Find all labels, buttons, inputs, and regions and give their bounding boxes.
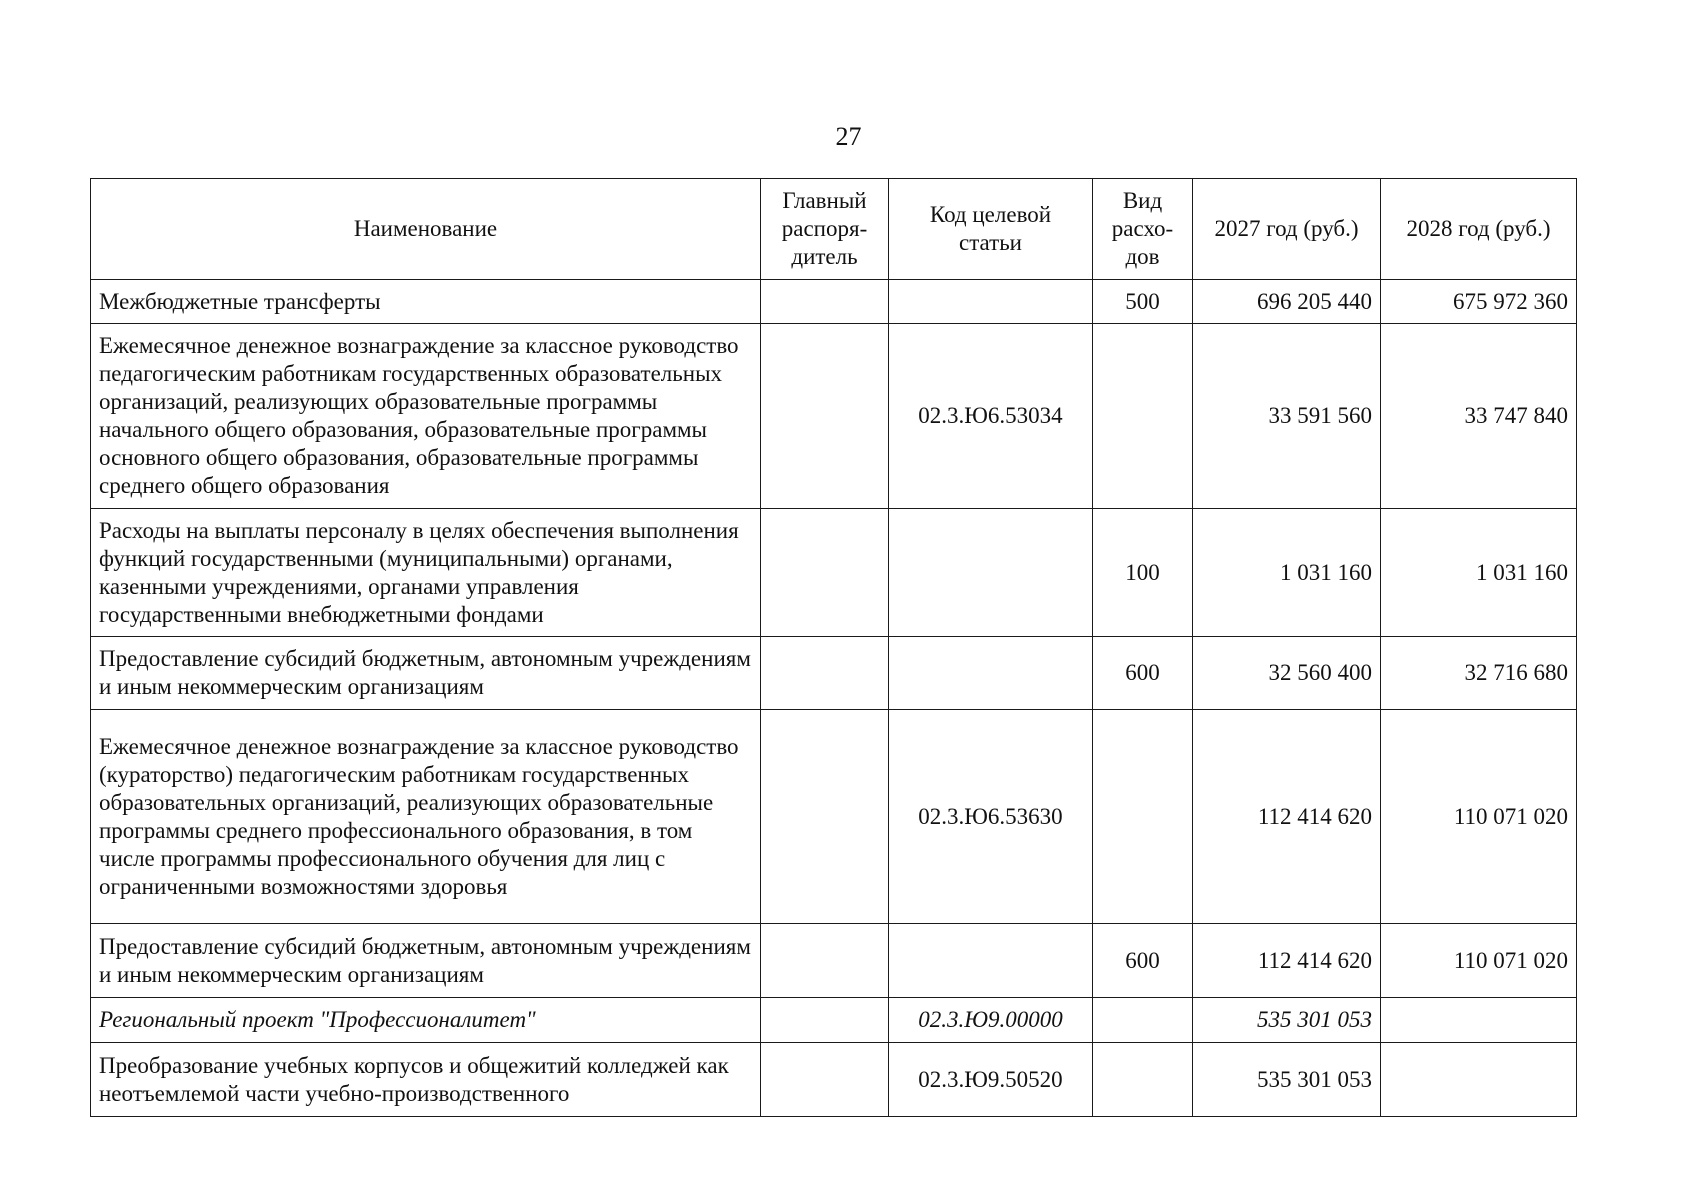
table-header-row [91,179,1577,280]
row-expense-type [1093,1043,1193,1117]
table-row [91,710,1577,924]
row-administrator [761,998,889,1043]
budget-table [90,178,1577,1117]
row-amount-2028: 33 747 840 [1381,324,1577,509]
table-row [91,1043,1577,1117]
table-row [91,998,1577,1043]
row-administrator [761,924,889,998]
row-target-code [889,509,1093,637]
row-amount-2027: 112 414 620 [1193,924,1381,998]
row-target-code: 02.3.Ю6.53630 [889,710,1093,924]
row-administrator [761,710,889,924]
row-expense-type [1093,710,1193,924]
table-row [91,509,1577,637]
row-amount-2027: 535 301 053 [1193,998,1381,1043]
row-administrator [761,509,889,637]
header-expense-type: Вид расхо-дов [1093,179,1193,280]
row-name: Межбюджетные трансферты [91,280,761,324]
row-expense-type [1093,998,1193,1043]
row-expense-type: 600 [1093,924,1193,998]
table-row [91,637,1577,710]
row-expense-type: 100 [1093,509,1193,637]
page-number: 27 [835,122,862,151]
row-expense-type [1093,324,1193,509]
row-name: Предоставление субсидий бюджетным, автономным учреждениям и иным некоммерческим организациям [91,924,761,998]
row-administrator [761,1043,889,1117]
row-amount-2028: 1 031 160 [1381,509,1577,637]
row-name: Преобразование учебных корпусов и общежитий колледжей как неотъемлемой части учебно-производственного [91,1043,761,1117]
row-target-code [889,924,1093,998]
row-name: Ежемесячное денежное вознаграждение за классное руководство педагогическим работникам государственных образовательных организаций, реализующих образовательные программы начального общего образования, образовательные программы основного общего образования, образовательные программы среднего общего образования [91,324,761,509]
row-amount-2027: 696 205 440 [1193,280,1381,324]
row-administrator [761,324,889,509]
row-amount-2027: 33 591 560 [1193,324,1381,509]
row-amount-2027: 32 560 400 [1193,637,1381,710]
row-target-code [889,280,1093,324]
row-name: Предоставление субсидий бюджетным, автономным учреждениям и иным некоммерческим организациям [91,637,761,710]
row-amount-2028: 110 071 020 [1381,924,1577,998]
table-row [91,280,1577,324]
row-amount-2028 [1381,998,1577,1043]
row-administrator [761,280,889,324]
row-amount-2028: 32 716 680 [1381,637,1577,710]
row-amount-2027: 112 414 620 [1193,710,1381,924]
row-target-code [889,637,1093,710]
table-row [91,324,1577,509]
row-target-code: 02.3.Ю9.50520 [889,1043,1093,1117]
row-amount-2028: 675 972 360 [1381,280,1577,324]
row-name: Расходы на выплаты персоналу в целях обеспечения выполнения функций государственными (муниципальными) органами, казенными учреждениями, органами управления государственными внебюджетными фондами [91,509,761,637]
header-year-2028: 2028 год (руб.) [1381,179,1577,280]
header-year-2027: 2027 год (руб.) [1193,179,1381,280]
row-amount-2027: 535 301 053 [1193,1043,1381,1117]
row-target-code: 02.3.Ю6.53034 [889,324,1093,509]
row-amount-2028: 110 071 020 [1381,710,1577,924]
row-amount-2027: 1 031 160 [1193,509,1381,637]
row-expense-type: 600 [1093,637,1193,710]
table-row [91,924,1577,998]
row-name: Ежемесячное денежное вознаграждение за классное руководство (кураторство) педагогическим работникам государственных образовательных организаций, реализующих образовательные программы среднего профессионального образования, в том числе программы профессионального обучения для лиц с ограниченными возможностями здоровья [91,710,761,924]
row-target-code: 02.3.Ю9.00000 [889,998,1093,1043]
header-name: Наименование [91,179,761,280]
row-name: Региональный проект "Профессионалитет" [91,998,761,1043]
row-amount-2028 [1381,1043,1577,1117]
row-administrator [761,637,889,710]
row-expense-type: 500 [1093,280,1193,324]
header-target-code: Код целевой статьи [889,179,1093,280]
header-administrator: Главный распоря-дитель [761,179,889,280]
